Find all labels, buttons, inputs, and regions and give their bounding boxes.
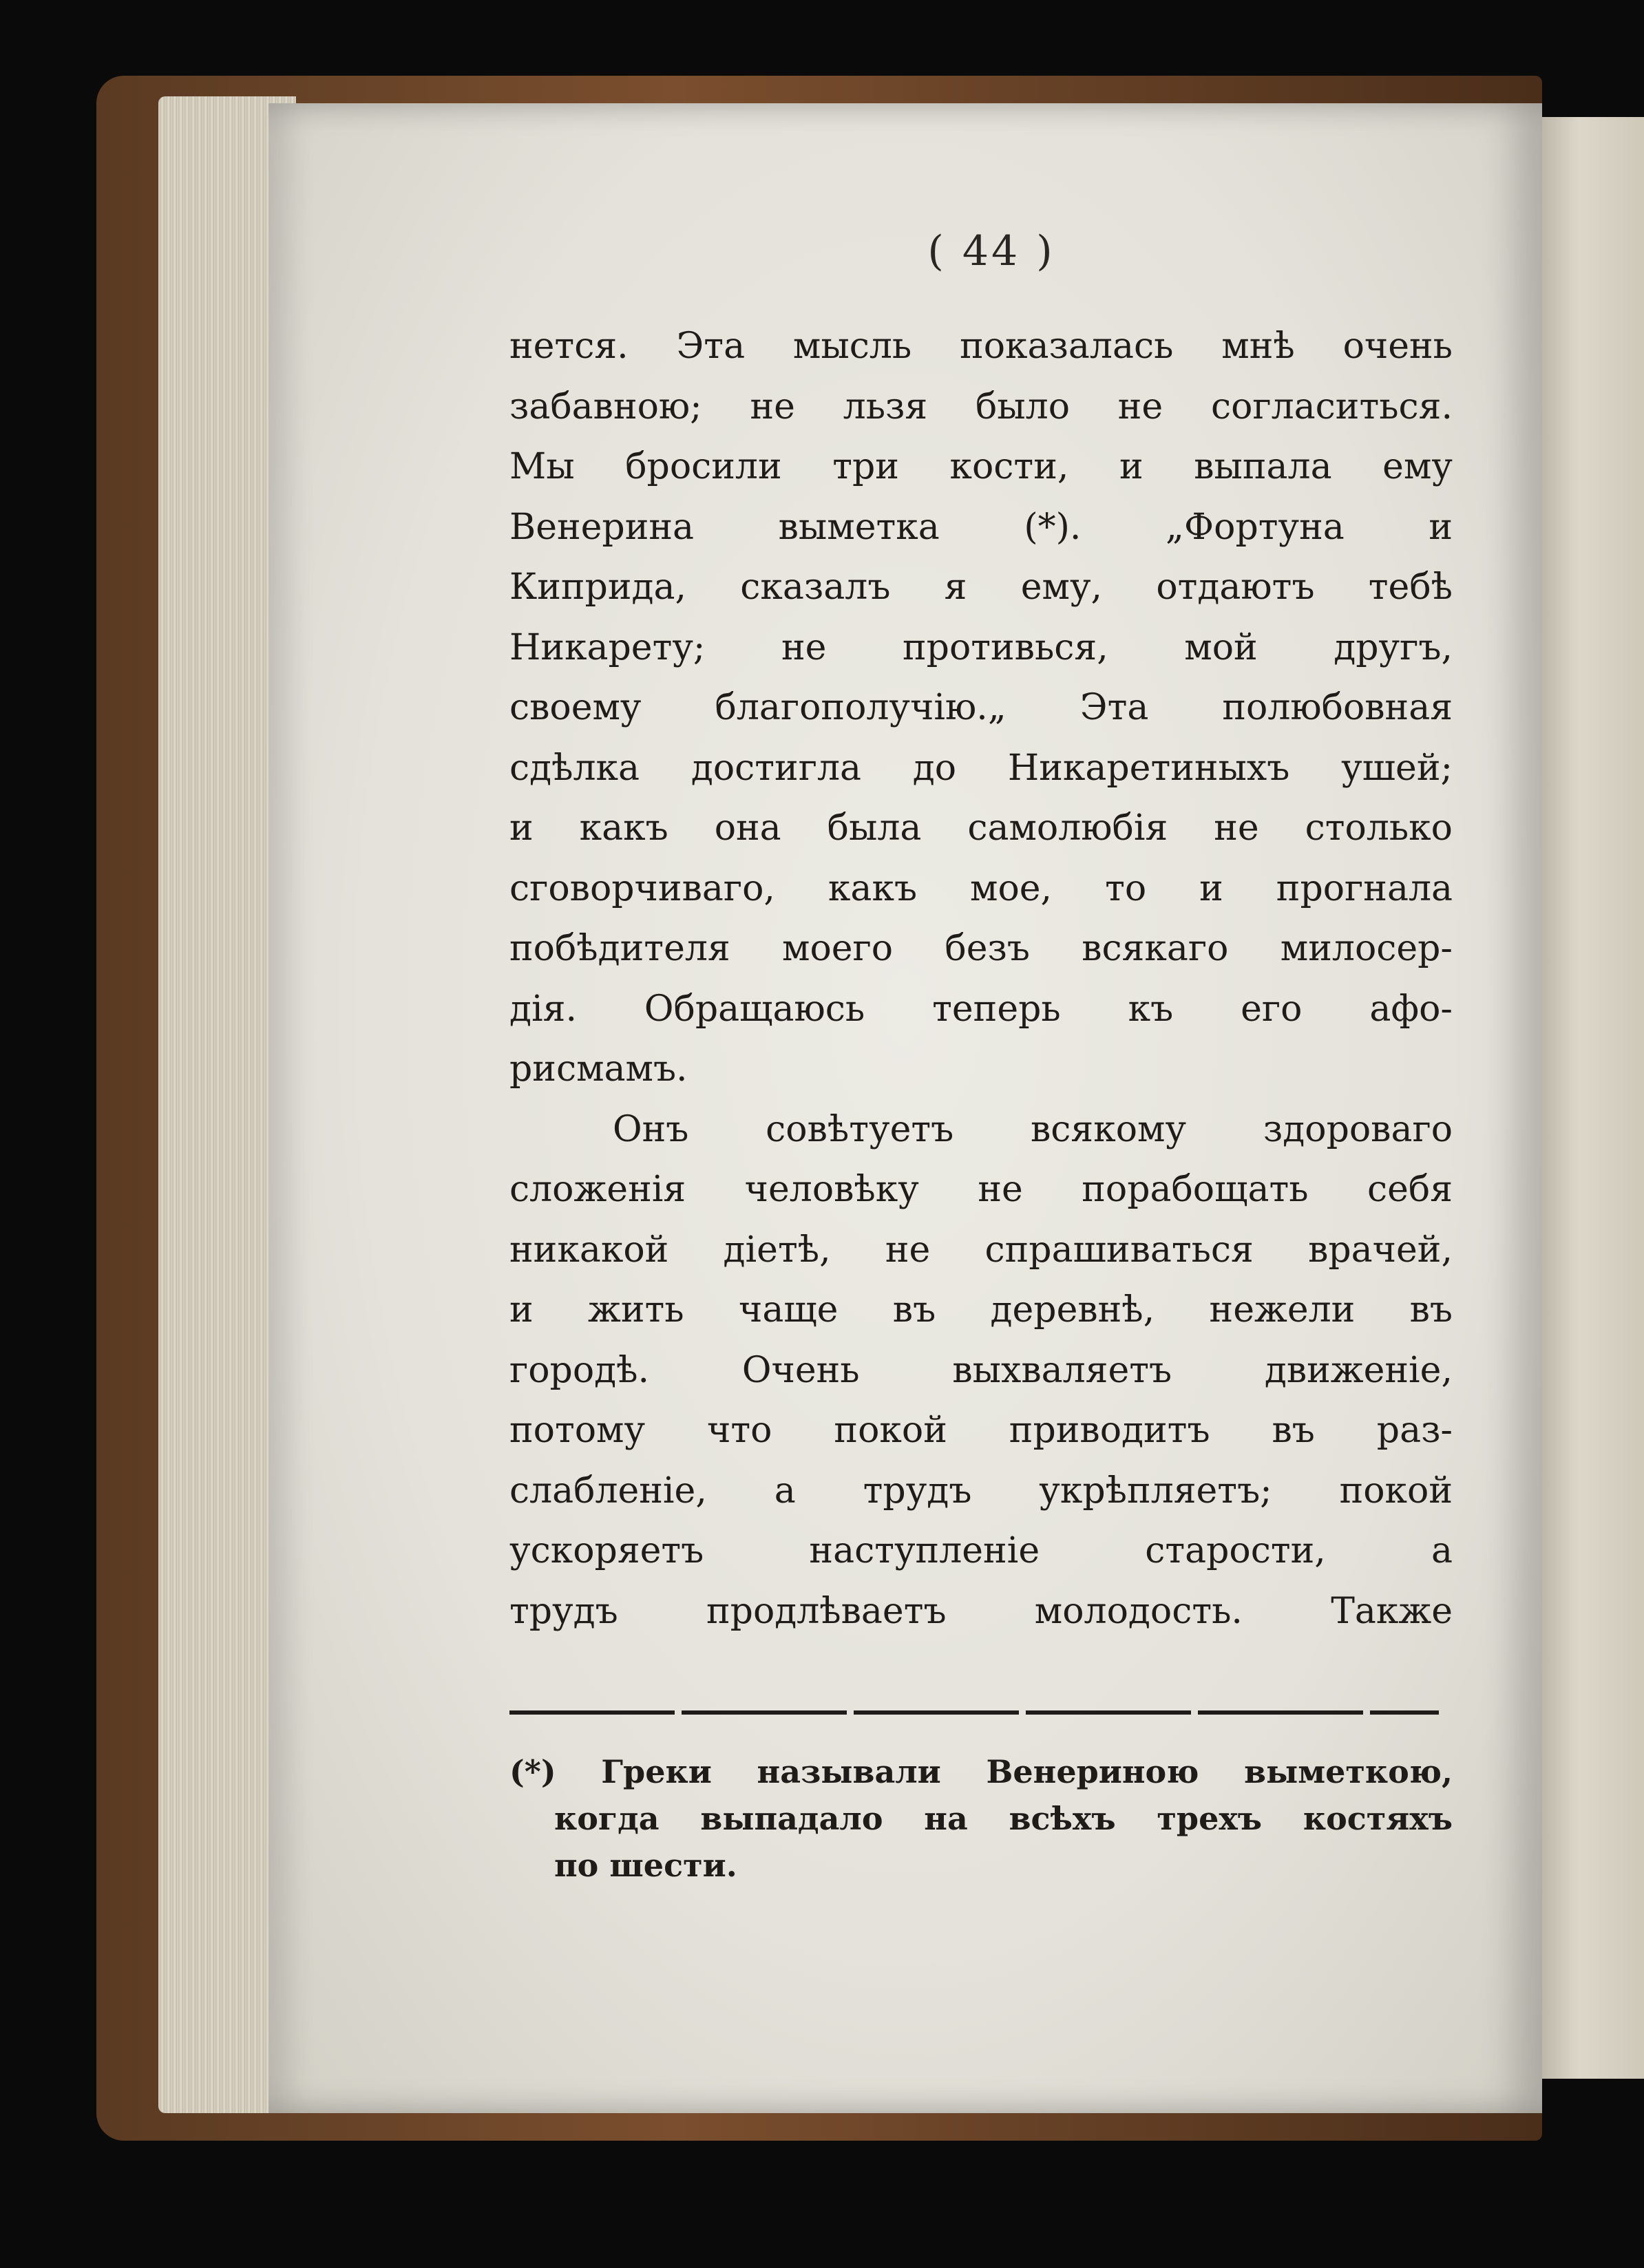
text-line: Онъ совѣтуетъ всякому здороваго (613, 1108, 1453, 1150)
footnote (509, 1748, 1453, 1889)
body-text (509, 317, 1453, 1642)
facing-page-edge (1535, 117, 1644, 2079)
text-line: Мы бросили три кости, и выпала ему (509, 446, 1453, 487)
text-line: потому что покой приводитъ въ раз- (509, 1410, 1453, 1451)
text-line: побѣдителя моего безъ всякаго милосер- (509, 928, 1453, 969)
text-line: ускоряетъ наступленіе старости, а (509, 1530, 1453, 1571)
text-line: нется. Эта мысль показалась мнѣ очень (509, 326, 1453, 367)
text-line: забавною; не льзя было не согласиться. (509, 385, 1453, 427)
text-line: Киприда, сказалъ я ему, отдаютъ тебѣ (509, 566, 1453, 608)
text-line: дія. Обращаюсь теперь къ его афо- (509, 988, 1453, 1030)
text-line: Никарету; не противься, мой другъ, (509, 626, 1453, 668)
text-line: городѣ. Очень выхваляетъ движеніе, (509, 1349, 1453, 1391)
text-line: и какъ она была самолюбія не столько (509, 807, 1453, 849)
text-line: сговорчиваго, какъ мое, то и прогнала (509, 867, 1453, 909)
text-line: слабленіе, а трудъ укрѣпляетъ; покой (509, 1470, 1453, 1512)
footnote-divider (509, 1710, 1439, 1715)
text-line: сложенія человѣку не порабощать себя (509, 1169, 1453, 1210)
text-line: сдѣлка достигла до Никаретиныхъ ушей; (509, 747, 1453, 789)
text-line: трудъ продлѣваетъ молодость. Также (509, 1590, 1453, 1632)
text-line: и жить чаще въ деревнѣ, нежели въ (509, 1289, 1453, 1331)
text-line: рисмамъ. (509, 1048, 688, 1090)
text-line: своему благополучію.„ Эта полюбовная (509, 687, 1453, 728)
text-line: Венерина выметка (*). „Фортуна и (509, 506, 1453, 548)
page-number: ( 44 ) (927, 227, 1055, 275)
footnote-line: по шести. (554, 1847, 737, 1884)
footnote-line: (*) Греки называли Венериною выметкою, (509, 1753, 1453, 1790)
text-line: никакой діетѣ, не спрашиваться врачей, (509, 1229, 1453, 1271)
footnote-line: когда выпадало на всѣхъ трехъ костяхъ (554, 1800, 1453, 1837)
